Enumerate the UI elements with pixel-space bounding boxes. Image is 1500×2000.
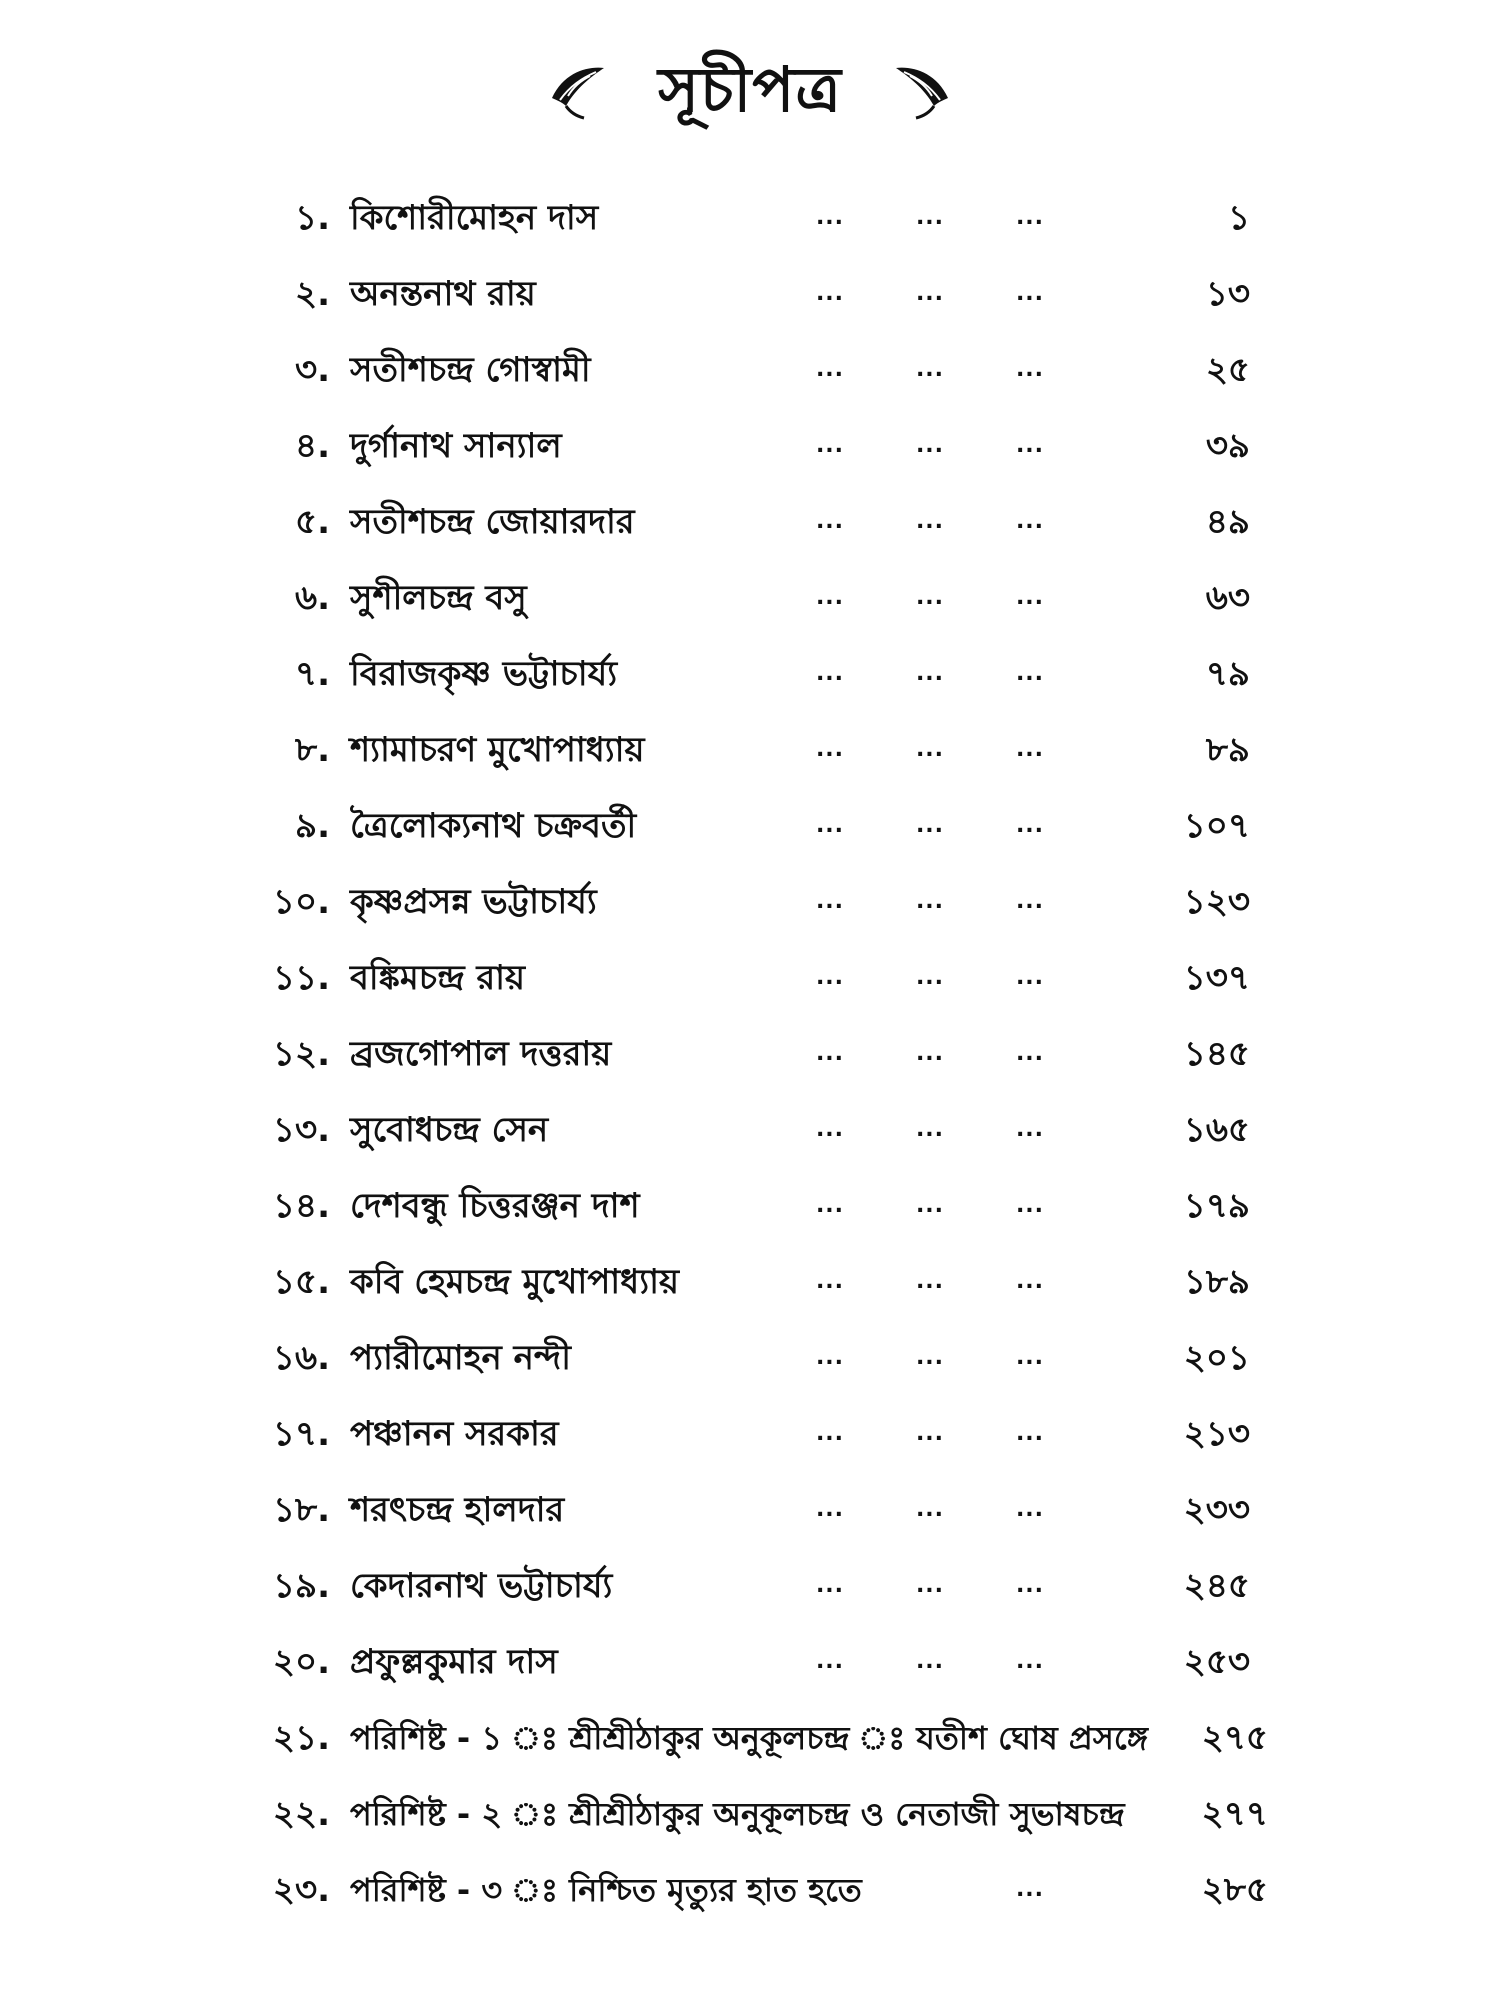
entry-title: সতীশচন্দ্র গোস্বামী xyxy=(350,350,591,390)
entry-page-number: ১৮৯ xyxy=(1183,1262,1250,1302)
entry-page-number: ৭৯ xyxy=(1205,654,1250,694)
dot-leader: ... xyxy=(1015,585,1045,610)
entry-title: শরৎচন্দ্র হালদার xyxy=(350,1490,565,1530)
dot-leader: ... xyxy=(915,509,945,534)
entry-page-number: ৮৯ xyxy=(1205,730,1250,770)
dot-leader: ... xyxy=(1015,1269,1045,1294)
dot-leader: ... xyxy=(815,509,845,534)
dot-leader: ... xyxy=(915,1269,945,1294)
toc-entry xyxy=(240,408,1280,484)
dot-leader: ... xyxy=(815,1117,845,1142)
entry-title: দুর্গানাথ সান্যাল xyxy=(350,426,562,466)
entry-page-number: ২১৩ xyxy=(1183,1414,1250,1454)
dot-leader: ... xyxy=(1015,1877,1045,1902)
entry-title: সুশীলচন্দ্র বসু xyxy=(350,578,527,618)
toc-entry xyxy=(240,636,1280,712)
dot-leader: ... xyxy=(815,1497,845,1522)
entry-page-number: ৩৯ xyxy=(1205,426,1250,466)
toc-entry xyxy=(240,864,1280,940)
entry-number: ১৪. xyxy=(272,1186,330,1226)
entry-title: সতীশচন্দ্র জোয়ারদার xyxy=(350,502,635,542)
entry-page-number: ১ xyxy=(1227,198,1250,238)
dot-leader: ... xyxy=(815,357,845,382)
entry-number: ১৬. xyxy=(272,1338,330,1378)
entry-title: বঙ্কিমচন্দ্র রায় xyxy=(350,958,526,998)
dot-leader: ... xyxy=(815,205,845,230)
entry-number: ২. xyxy=(294,274,330,314)
entry-number: ২২. xyxy=(272,1794,330,1834)
dot-leader: ... xyxy=(915,433,945,458)
dot-leader: ... xyxy=(915,357,945,382)
dot-leader: ... xyxy=(915,1345,945,1370)
entry-number: ১৫. xyxy=(272,1262,330,1302)
entry-number: ১১. xyxy=(272,958,330,998)
entry-title: প্রফুল্লকুমার দাস xyxy=(350,1642,558,1682)
toc-entry xyxy=(240,332,1280,408)
dot-leader: ... xyxy=(815,1269,845,1294)
toc-entry xyxy=(240,180,1280,256)
entry-page-number: ২৫৩ xyxy=(1183,1642,1250,1682)
toc-entry xyxy=(240,1700,1280,1776)
dot-leader: ... xyxy=(1015,205,1045,230)
entry-number: ১০. xyxy=(272,882,330,922)
dot-leader: ... xyxy=(1015,1421,1045,1446)
dot-leader: ... xyxy=(1015,1117,1045,1142)
entry-page-number: ২৭৫ xyxy=(1201,1718,1268,1758)
entry-number: ১২. xyxy=(272,1034,330,1074)
entry-title: পরিশিষ্ট - ১ ঃ শ্রীশ্রীঠাকুর অনুকূলচন্দ্র ঃ যতীশ ঘোষ প্রসঙ্গে xyxy=(350,1719,1149,1757)
toc-entry xyxy=(240,940,1280,1016)
toc-entry xyxy=(240,1396,1280,1472)
entry-title: কিশোরীমোহন দাস xyxy=(350,198,599,238)
toc-entry xyxy=(240,1320,1280,1396)
dot-leader: ... xyxy=(915,1497,945,1522)
dot-leader: ... xyxy=(1015,965,1045,990)
entry-page-number: ১২৩ xyxy=(1183,882,1250,922)
entry-page-number: ১৩ xyxy=(1205,274,1250,314)
dot-leader: ... xyxy=(915,281,945,306)
dot-leader: ... xyxy=(1015,433,1045,458)
entry-number: ৩. xyxy=(294,350,330,390)
entry-title: ত্রৈলোক্যনাথ চক্রবর্তী xyxy=(350,806,637,846)
toc-entry xyxy=(240,1852,1280,1928)
entry-page-number: ১০৭ xyxy=(1183,806,1250,846)
dot-leader: ... xyxy=(915,661,945,686)
toc-entry xyxy=(240,1776,1280,1852)
toc-entry xyxy=(240,1016,1280,1092)
dot-leader: ... xyxy=(815,1345,845,1370)
dot-leader: ... xyxy=(915,737,945,762)
dot-leader: ... xyxy=(915,1193,945,1218)
dot-leader: ... xyxy=(915,965,945,990)
toc-entry xyxy=(240,1472,1280,1548)
entry-number: ৭. xyxy=(294,654,330,694)
dot-leader: ... xyxy=(1015,281,1045,306)
dot-leader: ... xyxy=(1015,357,1045,382)
entry-title: ব্রজগোপাল দত্তরায় xyxy=(350,1034,612,1074)
entry-number: ১. xyxy=(295,198,330,238)
dot-leader: ... xyxy=(815,737,845,762)
entry-page-number: ১৩৭ xyxy=(1183,958,1250,998)
entry-number: ৯. xyxy=(295,806,330,846)
entry-page-number: ৪৯ xyxy=(1205,502,1250,542)
toc-entry xyxy=(240,1624,1280,1700)
entry-number: ১৯. xyxy=(272,1566,330,1606)
entry-title: বিরাজকৃষ্ণ ভট্টাচার্য্য xyxy=(350,654,618,694)
dot-leader: ... xyxy=(915,205,945,230)
entry-title: কেদারনাথ ভট্টাচার্য্য xyxy=(350,1566,613,1606)
dot-leader: ... xyxy=(815,1421,845,1446)
table-of-contents xyxy=(240,180,1280,1928)
toc-entry xyxy=(240,1092,1280,1168)
entry-title: সুবোধচন্দ্র সেন xyxy=(350,1110,549,1150)
entry-number: ৬. xyxy=(294,578,330,618)
toc-entry xyxy=(240,1168,1280,1244)
entry-title: পরিশিষ্ট - ২ ঃ শ্রীশ্রীঠাকুর অনুকূলচন্দ্র ও নেতাজী সুভাষচন্দ্র xyxy=(350,1795,1125,1833)
entry-title: দেশবন্ধু চিত্তরঞ্জন দাশ xyxy=(350,1186,640,1226)
entry-page-number: ২৫ xyxy=(1205,350,1250,390)
dot-leader: ... xyxy=(815,281,845,306)
dot-leader: ... xyxy=(915,1421,945,1446)
dot-leader: ... xyxy=(1015,1497,1045,1522)
entry-title: কৃষ্ণপ্রসন্ন ভট্টাচার্য্য xyxy=(350,882,597,922)
dot-leader: ... xyxy=(815,1041,845,1066)
entry-title: কবি হেমচন্দ্র মুখোপাধ্যায় xyxy=(350,1262,679,1302)
toc-entry xyxy=(240,1548,1280,1624)
dot-leader: ... xyxy=(815,1193,845,1218)
dot-leader: ... xyxy=(915,1041,945,1066)
dot-leader: ... xyxy=(1015,1649,1045,1674)
entry-title: পরিশিষ্ট - ৩ ঃ নিশ্চিত মৃত্যুর হাত হতে xyxy=(350,1871,862,1909)
dot-leader: ... xyxy=(815,889,845,914)
dot-leader: ... xyxy=(1015,1573,1045,1598)
dot-leader: ... xyxy=(1015,509,1045,534)
entry-page-number: ১৪৫ xyxy=(1183,1034,1250,1074)
entry-number: ২১. xyxy=(272,1718,330,1758)
entry-number: ২৩. xyxy=(272,1870,330,1910)
dot-leader: ... xyxy=(1015,1193,1045,1218)
entry-page-number: ৬৩ xyxy=(1205,578,1250,618)
leaf-ornament-icon xyxy=(890,58,954,122)
toc-entry xyxy=(240,484,1280,560)
dot-leader: ... xyxy=(915,585,945,610)
dot-leader: ... xyxy=(815,965,845,990)
entry-title: পঞ্চানন সরকার xyxy=(350,1414,559,1454)
dot-leader: ... xyxy=(915,813,945,838)
entry-title: প্যারীমোহন নন্দী xyxy=(350,1338,571,1378)
entry-number: ৪. xyxy=(295,426,330,466)
entry-number: ৮. xyxy=(295,730,330,770)
dot-leader: ... xyxy=(1015,661,1045,686)
dot-leader: ... xyxy=(815,585,845,610)
entry-page-number: ২০১ xyxy=(1183,1338,1250,1378)
dot-leader: ... xyxy=(915,1573,945,1598)
dot-leader: ... xyxy=(1015,1041,1045,1066)
entry-page-number: ২৮৫ xyxy=(1201,1870,1268,1910)
entry-title: অনন্তনাথ রায় xyxy=(350,274,536,314)
toc-entry xyxy=(240,712,1280,788)
dot-leader: ... xyxy=(1015,889,1045,914)
page-title: সূচীপত্র xyxy=(658,53,842,126)
dot-leader: ... xyxy=(915,1117,945,1142)
dot-leader: ... xyxy=(1015,813,1045,838)
entry-page-number: ১৬৫ xyxy=(1183,1110,1250,1150)
entry-page-number: ২৪৫ xyxy=(1183,1566,1250,1606)
dot-leader: ... xyxy=(815,1649,845,1674)
toc-entry xyxy=(240,788,1280,864)
dot-leader: ... xyxy=(815,433,845,458)
entry-page-number: ১৭৯ xyxy=(1183,1186,1250,1226)
leaf-ornament-icon xyxy=(546,58,610,122)
entry-number: ২০. xyxy=(272,1642,330,1682)
entry-page-number: ২৩৩ xyxy=(1183,1490,1250,1530)
entry-title: শ্যামাচরণ মুখোপাধ্যায় xyxy=(350,730,645,770)
dot-leader: ... xyxy=(815,661,845,686)
entry-number: ১৩. xyxy=(272,1110,330,1150)
dot-leader: ... xyxy=(915,1649,945,1674)
toc-entry xyxy=(240,1244,1280,1320)
entry-number: ৫. xyxy=(295,502,330,542)
entry-page-number: ২৭৭ xyxy=(1201,1794,1268,1834)
toc-entry xyxy=(240,256,1280,332)
entry-number: ১৭. xyxy=(272,1414,330,1454)
page-header xyxy=(0,40,1500,140)
dot-leader: ... xyxy=(815,813,845,838)
dot-leader: ... xyxy=(1015,737,1045,762)
dot-leader: ... xyxy=(815,1573,845,1598)
toc-entry xyxy=(240,560,1280,636)
dot-leader: ... xyxy=(915,889,945,914)
dot-leader: ... xyxy=(1015,1345,1045,1370)
entry-number: ১৮. xyxy=(272,1490,330,1530)
